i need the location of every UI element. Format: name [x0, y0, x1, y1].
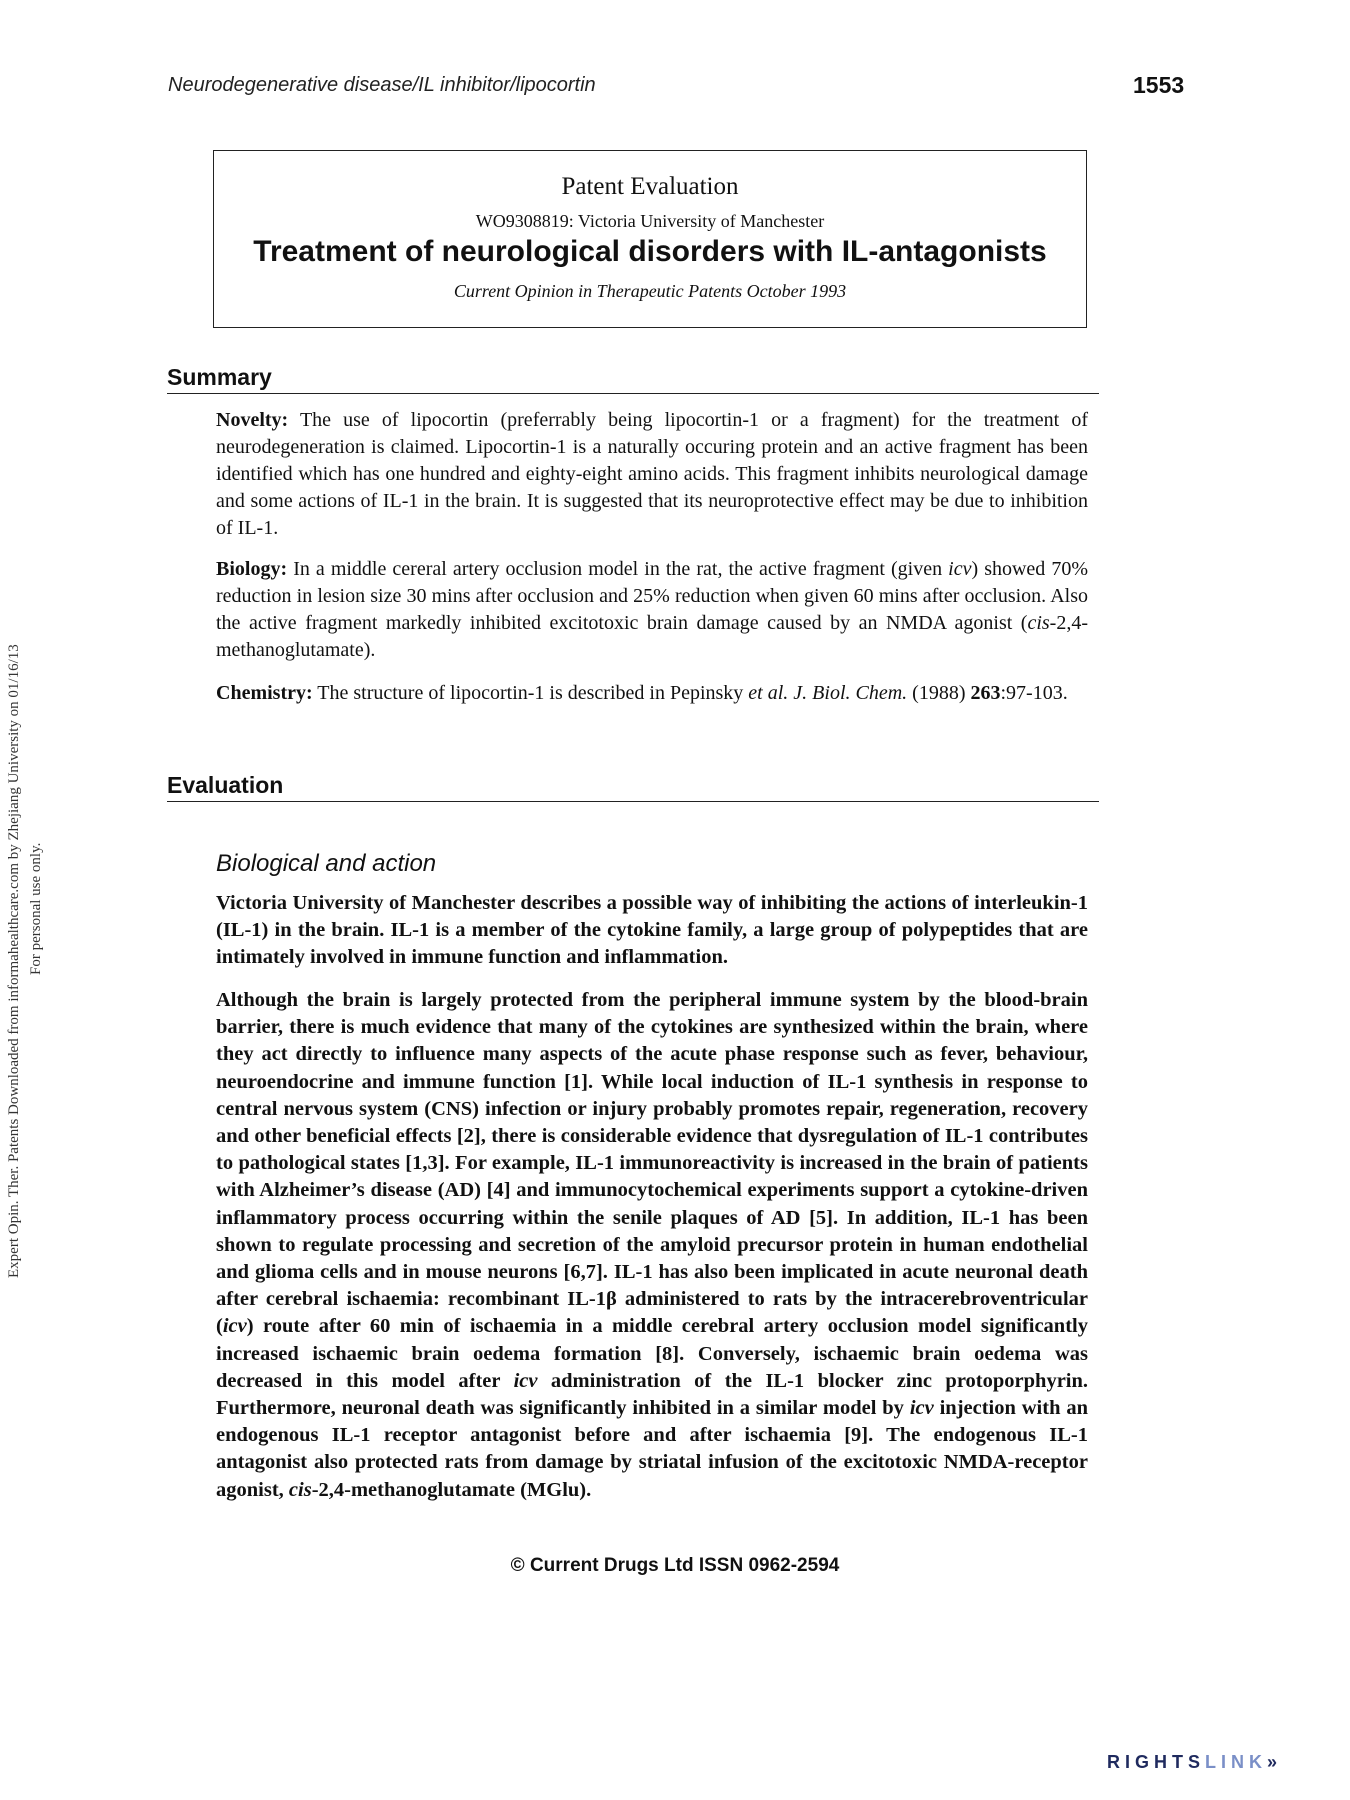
citation-volume: 263 — [970, 682, 1001, 704]
biology-text: -2,4-methanoglutamate). — [216, 612, 1088, 661]
cis-term: cis — [1027, 612, 1050, 634]
paragraph-text: -2,4-methanoglutamate (MGlu). — [311, 1478, 592, 1501]
novelty-paragraph — [216, 407, 1088, 542]
biology-text: In a middle cereral artery occlusion model in the rat, the active fragment (given — [293, 558, 943, 580]
article-title: Treatment of neurological disorders with IL-antagonists — [253, 235, 1047, 268]
citation-authors-journal: et al. J. Biol. Chem. — [748, 682, 908, 704]
icv-term: icv — [513, 1369, 538, 1392]
novelty-label: Novelty: — [216, 409, 289, 431]
page-number: 1553 — [1133, 72, 1185, 98]
summary-heading: Summary — [167, 364, 1099, 394]
paragraph-text: administration of the IL-1 blocker zinc protoporphyrin. Furthermore, neuronal death was significantly inhibited in a similar model by — [216, 1369, 1089, 1420]
copyright-notice: © Current Drugs Ltd ISSN 0962-2594 — [510, 1555, 840, 1576]
evaluation-paragraph-1: Victoria University of Manchester describes a possible way of inhibiting the actions of interleukin-1 (IL-1) in the brain. IL-1 is a member of the cytokine family, a large group of polypeptides that are intimately involved in immune function and inflammation. — [216, 892, 1088, 969]
rightslink-logo-part: LINK — [1205, 1752, 1268, 1772]
download-notice — [0, 530, 80, 1310]
journal-source: Current Opinion in Therapeutic Patents October 1993 — [453, 281, 847, 301]
patent-number: WO9308819: Victoria University of Manchester — [475, 211, 825, 231]
evaluation-paragraph-2 — [216, 987, 1088, 1504]
biology-text: ) showed 70% reduction in lesion size 30 mins after occlusion and 25% reduction when given 60 mins after occlusion. Also the active fragment markedly inhibited excitotoxic brain damage caused by an NMDA agonist ( — [216, 558, 1089, 634]
patent-evaluation-box — [213, 150, 1087, 328]
chemistry-text: The structure of lipocortin-1 is described in Pepinsky — [317, 682, 744, 704]
chemistry-paragraph — [216, 680, 1088, 707]
icv-term: icv — [222, 1315, 247, 1338]
icv-term: icv — [909, 1397, 934, 1420]
citation-year: (1988) — [912, 682, 966, 704]
rightslink-logo[interactable] — [1107, 1752, 1282, 1773]
novelty-text: The use of lipocortin (preferrably being lipocortin-1 or a fragment) for the treatment of neurodegeneration is claimed. Lipocortin-1 is a naturally occuring protein and an active fragment has been identified which has one hundred and eighty-eight amino acids. This fragment inhibits neurological damage and some actions of IL-1 in the brain. It is suggested that its neuroprotective effect may be due to inhibition of IL-1. — [216, 409, 1088, 539]
evaluation-heading: Evaluation — [167, 772, 1099, 802]
rightslink-logo-part: RIGHTS — [1107, 1752, 1206, 1772]
box-heading: Patent Evaluation — [561, 173, 739, 200]
paragraph-text: injection with an endogenous IL-1 receptor antagonist before and after ischaemia [9]. The endogenous IL-1 antagonist also protected rats from damage by striatal infusion of the excitotoxic NMDA-receptor agonist, — [216, 1397, 1088, 1501]
chemistry-label: Chemistry: — [216, 682, 313, 704]
paragraph-text: Although the brain is largely protected from the peripheral immune system by the blood-brain barrier, there is much evidence that many of the cytokines are synthesized within the brain, where they act directly to influence many aspects of the acute phase response such as fever, behaviour, neuroendocrine and immune function [1]. While local induction of IL-1 synthesis in response to central nervous system (CNS) infection or injury probably promotes repair, regeneration, recovery and other beneficial effects [2], there is considerable evidence that dysregulation of IL-1 contributes to pathological states [1,3]. For example, IL-1 immunoreactivity is increased in the brain of patients with Alzheimer’s disease (AD) [4] and immunocytochemical experiments support a cytokine-driven inflammatory process occurring within the senile plaques of AD [5]. In addition, IL-1 has been shown to regulate processing and secretion of the amyloid precursor protein in human endothelial and glioma cells and in mouse neurons [6,7]. IL-1 has also been implicated in acute neuronal death after cerebral ischaemia: recombinant IL-1β administered to rats by the intracerebroventricular ( — [216, 989, 1088, 1338]
biology-label: Biology: — [216, 558, 288, 580]
icv-term: icv — [948, 558, 972, 580]
rightslink-arrow-icon: » — [1267, 1752, 1283, 1772]
running-head: Neurodegenerative disease/IL inhibitor/lipocortin — [168, 74, 596, 96]
evaluation-subheading: Biological and action — [216, 850, 437, 877]
personal-use-notice: For personal use only. — [28, 842, 44, 975]
paragraph-text: ) route after 60 min of ischaemia in a middle cerebral artery occlusion model significantly increased ischaemic brain oedema formation [8]. Conversely, ischaemic brain oedema was decreased in this model after — [216, 1315, 1088, 1392]
biology-paragraph — [216, 556, 1088, 664]
cis-term: cis — [288, 1478, 312, 1501]
citation-pages: :97-103. — [1000, 682, 1068, 704]
download-notice-line: Expert Opin. Ther. Patents Downloaded from informahealthcare.com by Zhejiang University on 01/16/13 — [6, 644, 22, 1278]
